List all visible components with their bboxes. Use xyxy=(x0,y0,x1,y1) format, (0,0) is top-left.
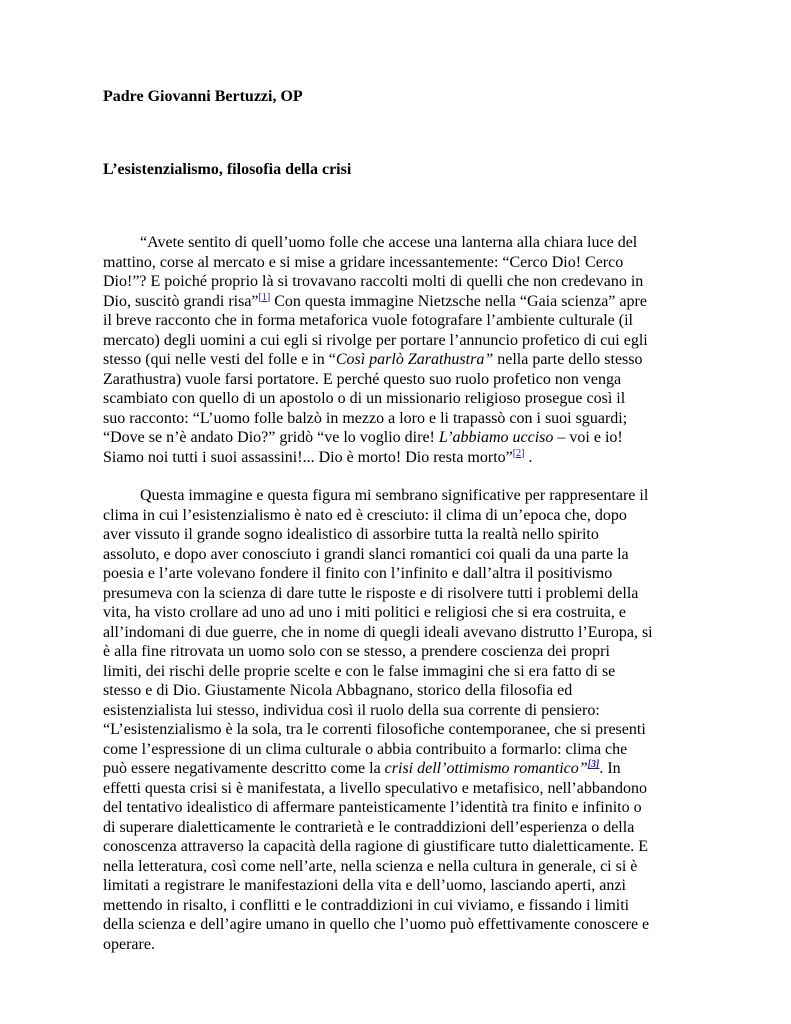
italic-book-title: Così parlò Zarathustra” xyxy=(335,351,494,368)
document-title: L’esistenzialismo, filosofia della crisi xyxy=(103,161,352,178)
text-line: è alla fine ritrovata un uomo solo con se stesso, a prendere coscienza dei propri xyxy=(103,643,610,660)
text-line: “L’esistenzialismo è la sola, tra le correnti filosofiche contemporanee, che si presenti xyxy=(103,721,646,738)
text-line xyxy=(103,292,693,312)
text-segment: “Dove se n’è andato Dio?” gridò “ve lo voglio dire! xyxy=(103,429,439,446)
text-line: “Avete sentito di quell’uomo folle che accese una lanterna alla chiara luce del xyxy=(140,234,638,251)
text-line: poesia e l’arte volevano fondere il finito con l’infinito e dall’altra il positivismo xyxy=(103,565,613,582)
text-line xyxy=(103,448,693,468)
paragraph-1 xyxy=(103,233,693,467)
text-line: Questa immagine e questa figura mi sembrano significative per rappresentare il xyxy=(140,487,649,504)
text-line: mattino, corse al mercato e si mise a gridare incessantemente: “Cerco Dio! Cerco xyxy=(103,253,624,271)
text-line: assoluto, e dopo aver conosciuto i grandi slanci romantici coi quali da una parte la xyxy=(103,545,629,563)
text-line: stesso e di Dio. Giustamente Nicola Abbagnano, storico della filosofia ed xyxy=(103,682,573,699)
text-line: operare. xyxy=(103,935,155,953)
text-line: limitati a registrare le manifestazioni della vita e dell’uomo, lasciando aperti, anzi xyxy=(103,877,626,894)
text-segment: nella parte dello stesso xyxy=(493,351,643,368)
footnote-link-1[interactable]: [1] xyxy=(258,291,271,303)
footnote-link-2[interactable]: [2] xyxy=(512,447,525,459)
text-line: del tentativo idealistico di affermare panteisticamente l’identità tra finito e infinito o xyxy=(103,799,642,816)
text-line: clima in cui l’esistenzialismo è nato ed è cresciuto: il clima di un’epoca che, dopo xyxy=(103,506,627,524)
text-line: all’indomani di due guerre, che in nome di quegli ideali avevano distrutto l’Europa, si xyxy=(103,623,653,641)
text-segment: può essere negativamente descritto come la xyxy=(103,760,385,777)
text-line: Zarathustra) vuole farsi portatore. E perché questo suo ruolo profetico non venga xyxy=(103,370,622,388)
text-line: mettendo in risalto, i conflitti e le contraddizioni in cui viviamo, e fissando i limiti xyxy=(103,896,630,914)
text-segment: Con questa immagine Nietzsche nella “Gaia scienza” apre xyxy=(270,292,647,310)
text-line xyxy=(103,350,693,370)
text-line: esistenzialista lui stesso, individua così il ruolo della sua corrente di pensiero: xyxy=(103,701,600,719)
text-segment: stesso (qui nelle vesti del folle e in “ xyxy=(103,351,336,368)
text-line: della scienza e dell’agire umano in quello che l’uomo può effettivamente conoscere e xyxy=(103,916,650,933)
text-segment: Siamo noi tutti i suoi assassini!... Dio è morto! Dio resta morto” xyxy=(103,448,513,466)
text-line: presumeva con la scienza di dare tutte le risposte e di risolvere tutti i problemi della xyxy=(103,584,639,602)
text-segment: Dio, suscitò grandi risa” xyxy=(103,292,259,310)
text-line: di superare dialetticamente le contrarietà e le contraddizioni dell’esperienza o della xyxy=(103,818,635,836)
text-segment: . xyxy=(524,448,533,466)
text-line: scambiato con quello di un apostolo o di un missionario religioso prosegue così il xyxy=(103,390,626,407)
text-line: aver vissuto il grande sogno idealistico di assorbire tutta la realtà nello spirito xyxy=(103,526,599,543)
text-line: come l’espressione di un clima culturale o abbia contribuito a formarlo: clima che xyxy=(103,740,628,758)
italic-phrase: crisi dell’ottimismo romantico” xyxy=(384,760,588,777)
footnote-link-3[interactable]: [3] xyxy=(587,759,600,770)
text-line: limiti, dei rischi delle proprie scelte e con le false immagini che si era fatto di se xyxy=(103,662,616,680)
text-line: effetti questa crisi si è manifestata, a livello speculativo e metafisico, nell’abbandono xyxy=(103,779,647,797)
text-line xyxy=(103,428,693,448)
text-segment: – voi e io! xyxy=(553,429,623,446)
author-heading: Padre Giovanni Bertuzzi, OP xyxy=(103,88,303,105)
text-line: il breve racconto che in forma metaforica vuole fotografare l’ambiente culturale (il xyxy=(103,312,633,329)
text-line: nella letteratura, così come nell’arte, nella scienza e nella cultura in generale, ci si è xyxy=(103,857,638,875)
text-line: suo racconto: “L’uomo folle balzò in mezzo a loro e li trapassò con i suoi sguardi; xyxy=(103,409,628,427)
text-line: vita, ha visto crollare ad uno ad uno i miti politici e religiosi che si era costruita, e xyxy=(103,604,626,621)
italic-phrase: L’abbiamo ucciso xyxy=(438,429,554,446)
paragraph-2 xyxy=(103,486,693,954)
text-line: conoscenza attraverso la capacità della ragione di giustificare tutto dialetticamente. E xyxy=(103,838,649,855)
text-segment: . In xyxy=(599,760,621,777)
text-line: mercato) degli uomini a cui egli si rivolge per portare l’annuncio profetico di cui egli xyxy=(103,331,648,349)
text-line: Dio!”? E poiché proprio là si trovavano raccolti molti di quelli che non credevano in xyxy=(103,273,644,290)
text-line xyxy=(103,759,693,779)
